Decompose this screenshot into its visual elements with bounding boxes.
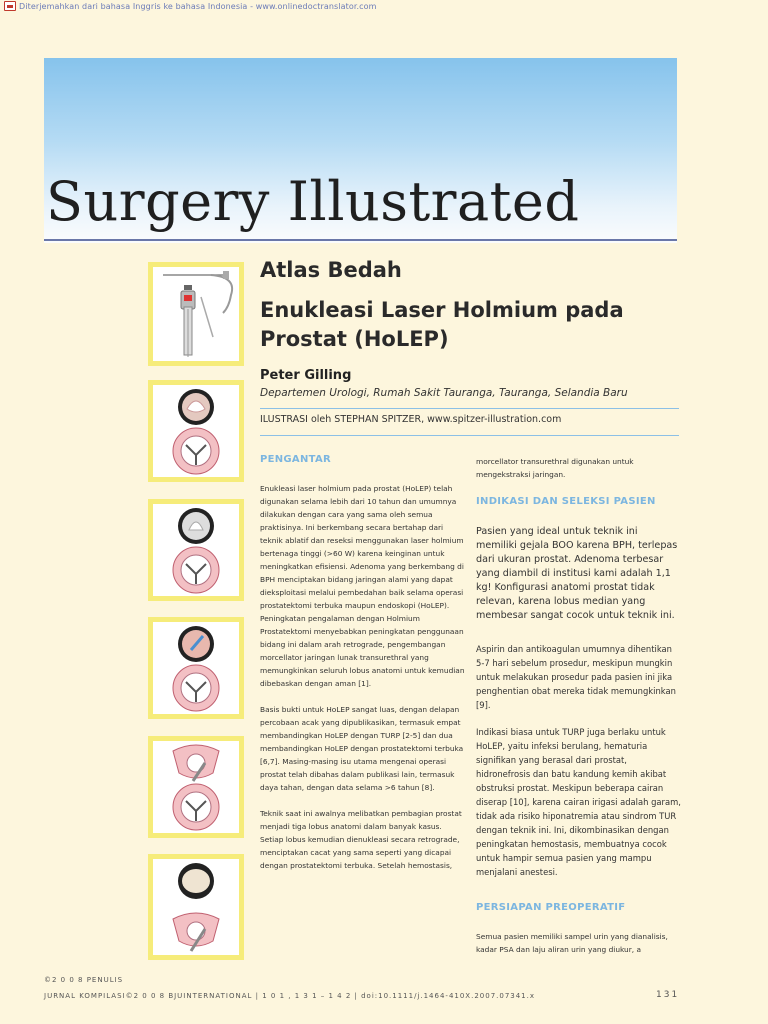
pdf-icon (4, 1, 16, 11)
paragraph: Enukleasi laser holmium pada prostat (HoLEP) telah digunakan selama lebih dari 10 tahun dan umumnya dilakukan dengan cara yang sama oleh semua praktisinya. Ini berkembang secara bertahap dari teknik ablatif dan reseksi menggunakan laser holmium bertenaga tinggi (>60 W) karena keinginan untuk meningkatkan efisiensi. Adenoma yang berkembang di BPH menciptakan bidang jaringan alami yang dapat dieksploitasi melalui pembedahan baik selama operasi prostatektomi terbuka maupun endoskopi (HoLEP). Peningkatan pengalaman dengan Holmium Prostatektomi menyebabkan peningkatan penggunaan bidang ini dalam arah retrograde, pengembangan morcellator jaringan lunak transurethral yang memungkinkan seluruh lobus anatomi untuk kemudian dibebaskan dengan aman [1]. (260, 484, 465, 688)
divider (260, 435, 679, 436)
illustration-step-3 (148, 617, 244, 719)
paragraph: Aspirin dan antikoagulan umumnya dihentikan 5-7 hari sebelum prosedur, meskipun mungkin untuk melakukan prosedur pada pasien ini jika penghentian obat mereka tidak memungkinkan [9]. (476, 644, 676, 710)
column-right-tail (476, 930, 681, 969)
column-right-lead (476, 525, 681, 636)
paragraph: morcellator transurethral digunakan untuk mengekstraksi jaringan. (476, 457, 634, 479)
footer-copyright: ©2 0 0 8 PENULIS (44, 976, 124, 984)
author-name: Peter Gilling (260, 368, 352, 383)
illustration-instrument (148, 262, 244, 366)
footer-citation: JURNAL KOMPILASI©2 0 0 8 BJUINTERNATIONAL | 1 0 1 , 1 3 1 – 1 4 2 | doi:10.1111/j.1464-410X.2007.07341.x (44, 992, 536, 1000)
heading-introduction: PENGANTAR (260, 454, 332, 465)
divider (260, 408, 679, 409)
page-number: 131 (656, 990, 680, 1000)
illustration-step-5 (148, 854, 244, 960)
heading-indications: INDIKASI DAN SELEKSI PASIEN (476, 496, 656, 507)
illustration-step-4 (148, 736, 244, 838)
illustration-credit: ILUSTRASI oleh STEPHAN SPITZER, www.spitzer-illustration.com (260, 414, 562, 425)
heading-preoperative: PERSIAPAN PREOPERATIF (476, 902, 626, 913)
paragraph: Basis bukti untuk HoLEP sangat luas, dengan delapan percobaan acak yang dipublikasikan, termasuk empat membandingkan HoLEP dengan TURP [2-5] dan dua membandingkan HoLEP dengan prostatektomi terbuka [6,7]. Masing-masing isu utama mengenai operasi prostat telah dibahas dalam publikasi lain, termasuk daya tahan, dengan data selama >6 tahun [8]. (260, 705, 464, 792)
paragraph: Pasien yang ideal untuk teknik ini memiliki gejala BOO karena BPH, terlepas dari ukuran prostat. Adenoma terbesar yang diambil di institusi kami adalah 1,1 kg! Konfigurasi anatomi prostat tidak relevan, karena lobus median yang membesar sangat cocok untuk teknik ini. (476, 526, 678, 621)
section-label: Atlas Bedah (260, 258, 402, 282)
illustration-step-2 (148, 499, 244, 601)
paragraph: Teknik saat ini awalnya melibatkan pembagian prostat menjadi tiga lobus anatomi dalam banyak kasus. Setiap lobus kemudian dienukleasi secara retrograde, menciptakan cacat yang sama seperti yang dicapai dengan prostatektomi terbuka. Setelah hemostasis, (260, 809, 462, 870)
column-left (260, 482, 465, 885)
translator-link[interactable]: Diterjemahkan dari bahasa Inggris ke bahasa Indonesia - www.onlinedoctranslator.com (19, 1, 377, 11)
author-affiliation: Departemen Urologi, Rumah Sakit Tauranga, Tauranga, Selandia Baru (260, 387, 628, 399)
paragraph: Indikasi biasa untuk TURP juga berlaku untuk HoLEP, yaitu infeksi berulang, hematuria signifikan yang berasal dari prostat, hidronefrosis dan batu kandung kemih akibat obstruksi prostat. Meskipun beberapa cairan diserap [10], karena cairan irigasi adalah garam, tidak ada risiko hiponatremia atau sindrom TUR dengan teknik ini. Ini, dikombinasikan dengan peningkatan hemostasis, membuatnya cocok untuk hampir semua pasien yang mampu menjalani anestesi. (476, 727, 681, 877)
column-right-body (476, 642, 681, 892)
paragraph: Semua pasien memiliki sampel urin yang dianalisis, kadar PSA dan laju aliran urin yang diukur, a (476, 932, 668, 954)
article-title: Enukleasi Laser Holmium pada Prostat (HoLEP) (260, 298, 624, 351)
illustration-step-1 (148, 380, 244, 482)
banner-title: Surgery Illustrated (46, 170, 580, 233)
banner (44, 58, 677, 243)
column-right-continuation (476, 455, 681, 494)
banner-rule (44, 239, 677, 241)
translator-bar[interactable] (4, 0, 377, 12)
